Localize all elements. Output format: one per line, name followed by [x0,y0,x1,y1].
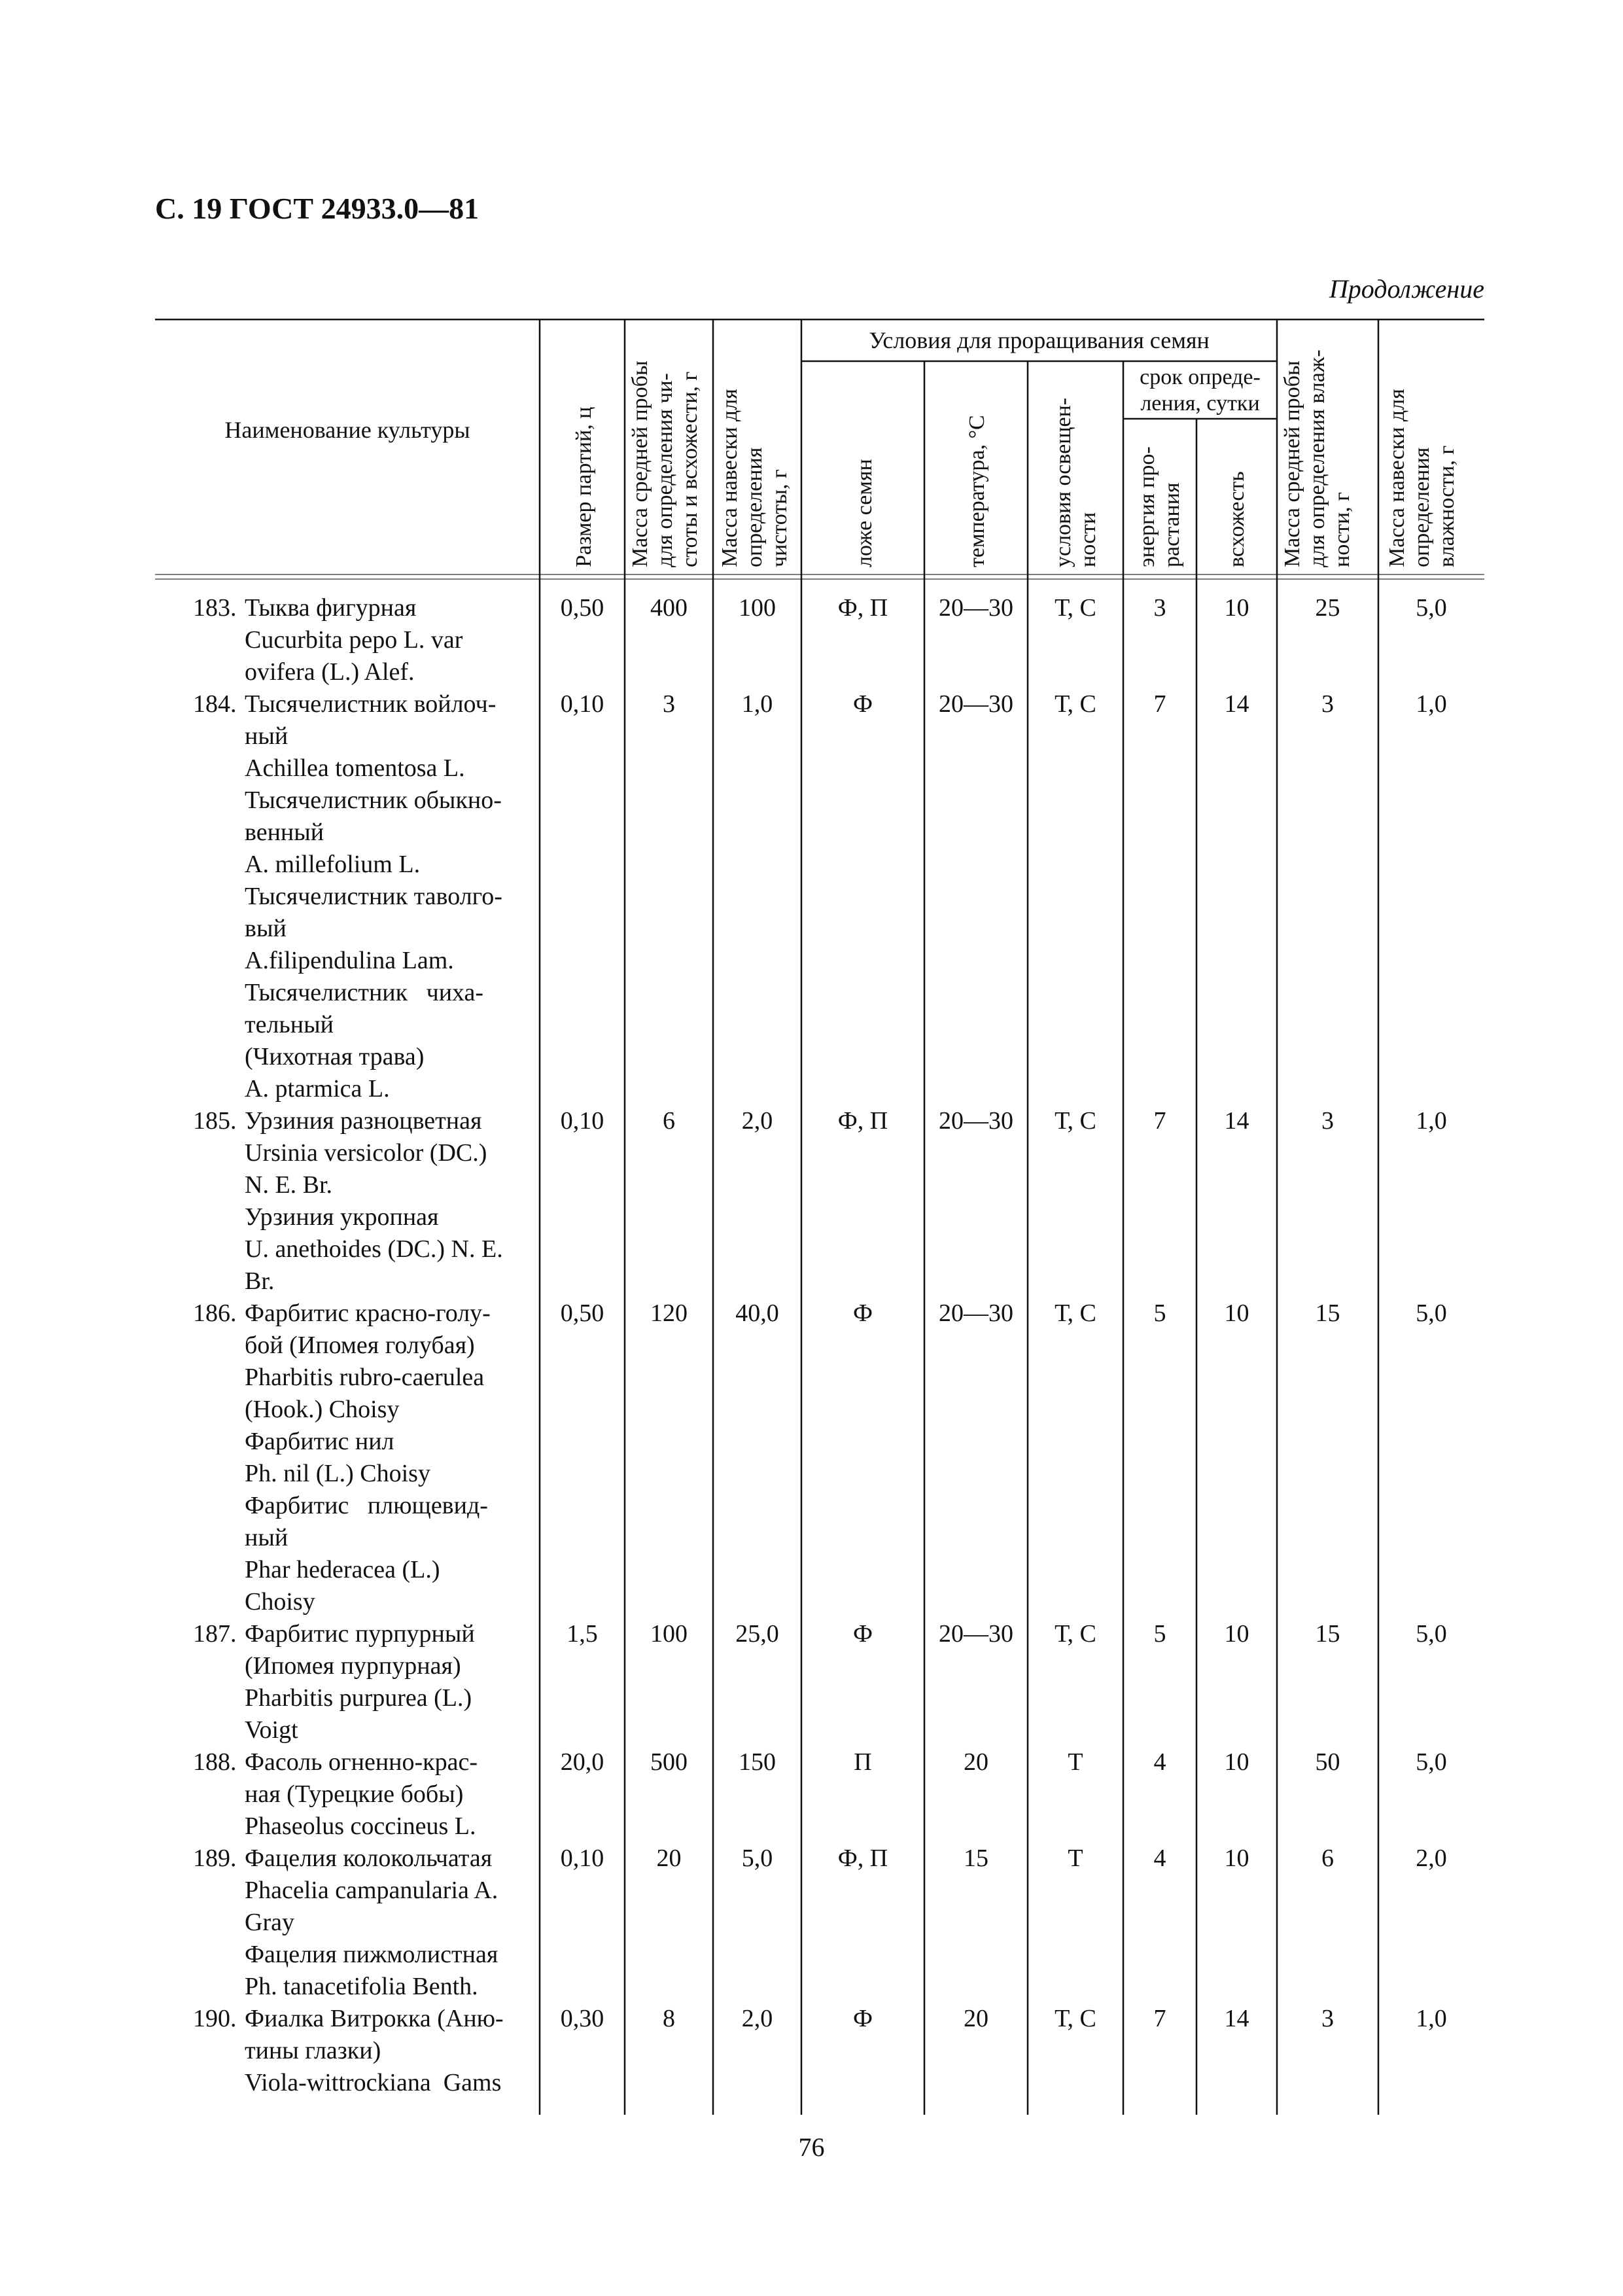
culture-name-line: N. E. Br. [245,1171,333,1199]
culture-name-line: Ph. nil (L.) Choisy [245,1460,430,1487]
cell-lot: 0,50 [560,594,604,622]
cell-moist-avg: 3 [1321,690,1334,718]
culture-name-line: венный [245,819,324,846]
cell-bed: Ф [852,690,873,718]
culture-name-line: Ursinia versicolor (DC.) [245,1139,487,1167]
header-energy: энергия про- растания [1135,446,1184,567]
culture-name-line: ный [245,722,288,750]
cell-energy: 7 [1153,1107,1166,1135]
header-term-group: срок опреде- ления, сутки [1140,365,1261,415]
cell-moist-avg: 3 [1321,2005,1334,2032]
culture-name-line: A. millefolium L. [245,851,421,878]
cell-light: Т, С [1055,2005,1096,2032]
cell-moist-avg: 25 [1315,594,1340,622]
row-number: 184. [193,690,237,718]
row-number: 187. [193,1620,237,1648]
cell-temp: 20—30 [939,1299,1013,1327]
culture-name [245,1843,536,2003]
page-number: 76 [798,2132,825,2162]
row-number: 188. [193,1748,237,1776]
culture-name-line: Phar hederacea (L.) [245,1556,440,1583]
header-mass-purity: Масса навески для определения чистоты, г [718,389,792,567]
seed-table [155,319,1484,2115]
cell-energy: 7 [1153,2005,1166,2032]
culture-name-line: Фацелия пижмолистная [245,1941,498,1968]
cell-temp: 20—30 [939,690,1013,718]
cell-purity: 25,0 [735,1620,779,1648]
row-number: 190. [193,2005,237,2032]
cell-mass-avg: 120 [650,1299,688,1327]
cell-mass-avg: 6 [663,1107,675,1135]
cell-germ: 14 [1224,2005,1249,2032]
culture-name-line: Фасоль огненно-крас- [245,1748,478,1776]
cell-mass-avg: 400 [650,594,688,622]
header-light: условия освещен- ности [1051,397,1100,567]
cell-purity: 100 [739,594,776,622]
cell-moist: 1,0 [1416,2005,1447,2032]
culture-name-line: Cucurbita pepo L. var [245,626,463,654]
page-header: С. 19 ГОСТ 24933.0—81 [155,192,480,225]
culture-name [245,1105,536,1298]
cell-light: Т, С [1055,690,1096,718]
cell-moist-avg: 3 [1321,1107,1334,1135]
cell-bed: Ф, П [837,1107,888,1135]
continuation-label: Продолжение [1329,274,1484,304]
culture-name-line: Урзиния укропная [245,1203,439,1231]
cell-lot: 0,30 [560,2005,604,2032]
row-number: 189. [193,1845,237,1872]
cell-bed: П [854,1748,872,1776]
culture-name-line: Тысячелистник таволго- [245,883,502,910]
culture-name [245,2003,536,2099]
row-number: 186. [193,1299,237,1327]
cell-mass-avg: 3 [663,690,675,718]
cell-moist-avg: 15 [1315,1299,1340,1327]
culture-name [245,1618,536,1746]
cell-light: Т, С [1055,1620,1096,1648]
cell-lot: 1,5 [567,1620,598,1648]
cell-bed: Ф, П [837,594,888,622]
row-number: 183. [193,594,237,622]
culture-name-line: (Ипомея пурпурная) [245,1652,461,1680]
culture-name-line: Тыква фигурная [245,594,417,622]
header-bed: ложе семян [852,459,877,567]
culture-name-line: Choisy [245,1588,315,1616]
cell-lot: 0,10 [560,690,604,718]
cell-energy: 5 [1153,1620,1166,1648]
cell-moist: 1,0 [1416,1107,1447,1135]
cell-energy: 4 [1153,1845,1166,1872]
cell-lot: 0,10 [560,1845,604,1872]
culture-name-line: тельный [245,1011,334,1038]
culture-name-line: Phaseolus coccineus L. [245,1812,476,1840]
culture-name-line: Voigt [245,1716,298,1744]
cell-germ: 10 [1224,1299,1249,1327]
cell-temp: 15 [964,1845,988,1872]
cell-lot: 20,0 [560,1748,604,1776]
culture-name-line: ная (Турецкие бобы) [245,1780,464,1808]
cell-light: Т, С [1055,1299,1096,1327]
cell-mass-avg: 8 [663,2005,675,2032]
culture-name-line: Тысячелистник войлоч- [245,690,497,718]
cell-lot: 0,10 [560,1107,604,1135]
cell-lot: 0,50 [560,1299,604,1327]
culture-name [245,1298,536,1618]
cell-temp: 20—30 [939,1107,1013,1135]
cell-bed: Ф [852,1299,873,1327]
header-mass-avg: Масса средней пробы для определения чи- стоты и всхожести, г [628,361,702,567]
cell-moist: 1,0 [1416,690,1447,718]
culture-name-line: ный [245,1524,288,1551]
culture-name-line: вый [245,915,287,942]
cell-purity: 2,0 [741,2005,773,2032]
cell-germ: 14 [1224,690,1249,718]
cell-purity: 2,0 [741,1107,773,1135]
cell-germ: 10 [1224,594,1249,622]
cell-purity: 1,0 [741,690,773,718]
cell-temp: 20—30 [939,594,1013,622]
row-number: 185. [193,1107,237,1135]
culture-name-line: (Чихотная трава) [245,1043,425,1070]
culture-name-line: Тысячелистник обыкно- [245,786,502,814]
cell-light: Т, С [1055,594,1096,622]
culture-name-line: A.filipendulina Lam. [245,947,454,974]
culture-name-line: Фиалка Витрокка (Аню- [245,2005,504,2032]
header-mass-moist-avg: Масса средней пробы для определения влаж- ности, г [1280,349,1354,567]
culture-name-line: Урзиния разноцветная [245,1107,482,1135]
cell-energy: 5 [1153,1299,1166,1327]
cell-moist: 5,0 [1416,1748,1447,1776]
header-name: Наименование культуры [224,417,470,443]
cell-energy: 3 [1153,594,1166,622]
header-germination: всхожесть [1225,471,1249,567]
cell-bed: Ф [852,1620,873,1648]
header-temp: температура, °С [965,415,989,567]
cell-bed: Ф, П [837,1845,888,1872]
cell-light: Т [1068,1845,1083,1872]
culture-name-line: U. anethoides (DC.) N. E. [245,1235,503,1263]
culture-name-line: Тысячелистник чиха- [245,979,484,1006]
culture-name-line: бой (Ипомея голубая) [245,1332,475,1359]
cell-energy: 7 [1153,690,1166,718]
culture-name-line: Br. [245,1267,275,1295]
culture-name-line: Pharbitis purpurea (L.) [245,1684,472,1712]
culture-name [245,1746,536,1843]
culture-name-line: Phacelia campanularia A. [245,1877,498,1904]
cell-moist: 5,0 [1416,1299,1447,1327]
cell-temp: 20—30 [939,1620,1013,1648]
culture-name-line: Фацелия колокольчатая [245,1845,493,1872]
cell-germ: 14 [1224,1107,1249,1135]
cell-moist: 2,0 [1416,1845,1447,1872]
cell-mass-avg: 500 [650,1748,688,1776]
cell-moist: 5,0 [1416,594,1447,622]
culture-name-line: Ph. tanacetifolia Benth. [245,1973,478,2000]
cell-purity: 40,0 [735,1299,779,1327]
culture-name-line: Viola-wittrockiana Gams [245,2069,502,2096]
culture-name-line: Фарбитис плющевид- [245,1492,488,1519]
culture-name-line: (Hook.) Choisy [245,1396,400,1423]
culture-name-line: Achillea tomentosa L. [245,754,465,782]
cell-germ: 10 [1224,1845,1249,1872]
culture-name-line: тины глазки) [245,2037,381,2064]
culture-name-line: ovifera (L.) Alef. [245,658,415,686]
header-lot-size: Размер партий, ц [572,406,596,567]
header-mass-moist: Масса навески для определения влажности, г [1385,389,1459,567]
cell-moist-avg: 6 [1321,1845,1334,1872]
cell-mass-avg: 20 [656,1845,682,1872]
culture-name-line: A. ptarmica L. [245,1075,390,1103]
cell-energy: 4 [1153,1748,1166,1776]
culture-name-line: Фарбитис пурпурный [245,1620,475,1648]
cell-moist-avg: 15 [1315,1620,1340,1648]
culture-name [245,688,536,1105]
cell-purity: 5,0 [741,1845,773,1872]
cell-purity: 150 [739,1748,776,1776]
cell-temp: 20 [964,2005,988,2032]
cell-light: Т [1068,1748,1083,1776]
cell-bed: Ф [852,2005,873,2032]
culture-name-line: Фарбитис нил [245,1428,394,1455]
culture-name-line: Gray [245,1909,294,1936]
cell-moist-avg: 50 [1315,1748,1340,1776]
cell-light: Т, С [1055,1107,1096,1135]
cell-temp: 20 [964,1748,988,1776]
cell-germ: 10 [1224,1748,1249,1776]
cell-mass-avg: 100 [650,1620,688,1648]
culture-name [245,592,536,688]
culture-name-line: Фарбитис красно-голу- [245,1299,491,1327]
cell-germ: 10 [1224,1620,1249,1648]
cell-moist: 5,0 [1416,1620,1447,1648]
culture-name-line: Pharbitis rubro-caerulea [245,1364,485,1391]
header-germ-group: Условия для проращивания семян [869,327,1210,353]
